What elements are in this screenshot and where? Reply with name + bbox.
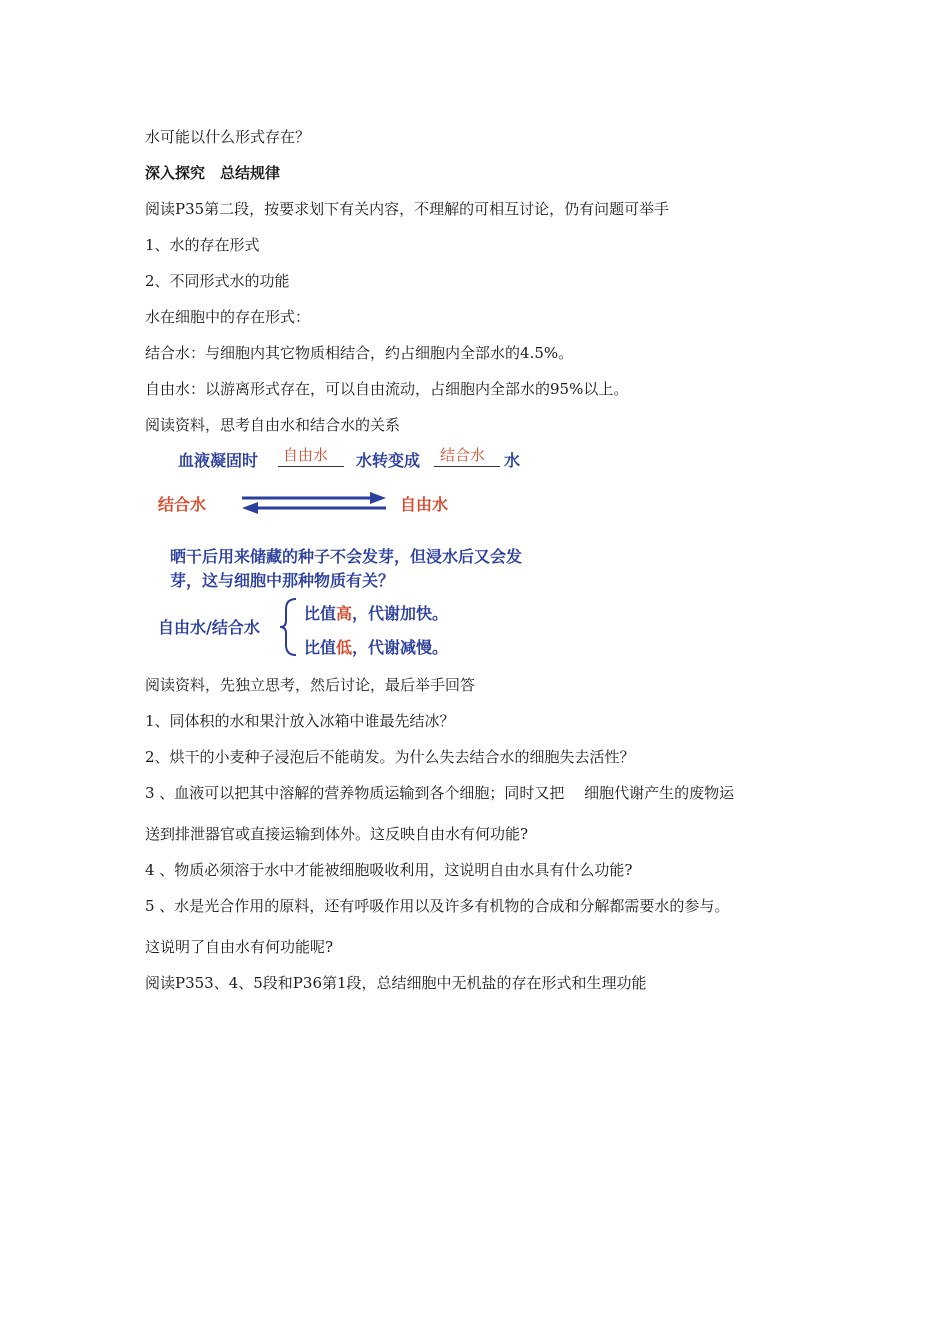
fig-text: 血液凝固时 [178, 451, 259, 470]
fill-blank-line [278, 466, 344, 467]
fig-text: 比值 [304, 604, 337, 623]
text-line: 自由水：以游离形式存在，可以自由流动，占细胞内全部水的95%以上。 [145, 380, 629, 398]
fig-question: 晒干后用来储藏的种子不会发芽，但浸水后又会发 [170, 547, 523, 566]
fig-label-free-water: 自由水 [400, 495, 449, 514]
fig-text: 高 [336, 604, 353, 623]
fig-text: 低 [336, 638, 353, 657]
reversible-arrow-icon [238, 490, 390, 516]
fig-ratio-label: 自由水/结合水 [158, 618, 260, 637]
fig-answer: 结合水 [440, 446, 486, 464]
text-line: 2、烘干的小麦种子浸泡后不能萌发。为什么失去结合水的细胞失去活性？ [145, 748, 635, 766]
fig-text: ，代谢加快。 [352, 604, 449, 623]
fig-high-ratio [304, 601, 448, 624]
fig-text: 比值 [304, 638, 337, 657]
text-line: 结合水：与细胞内其它物质相结合，约占细胞内全部水的4.5%。 [145, 344, 574, 362]
water-relationship-figure [150, 440, 600, 665]
fig-text: 水 [504, 451, 521, 470]
text-line: 阅读P35第二段，按要求划下有关内容，不理解的可相互讨论，仍有问题可举手 [145, 200, 670, 218]
text-line: 2、不同形式水的功能 [145, 272, 290, 290]
text-line: 1、同体积的水和果汁放入冰箱中谁最先结冰？ [145, 712, 455, 730]
text-line: 4 、物质必须溶于水中才能被细胞吸收利用，这说明自由水具有什么功能? [145, 861, 633, 879]
text-line: 阅读资料，先独立思考，然后讨论，最后举手回答 [145, 676, 476, 694]
fill-blank-line [434, 466, 500, 467]
text-line: 水在细胞中的存在形式： [145, 308, 311, 326]
text-line: 阅读P353、4、5段和P36第1段，总结细胞中无机盐的存在形式和生理功能 [145, 974, 647, 992]
fig-text: ，代谢减慢。 [352, 638, 449, 657]
fig-label-bound-water: 结合水 [158, 495, 207, 514]
text-line: 5 、水是光合作用的原料，还有呼吸作用以及许多有机物的合成和分解都需要水的参与。 [145, 897, 730, 915]
text-line: 送到排泄器官或直接运输到体外。这反映自由水有何功能? [145, 825, 529, 843]
fig-answer: 自由水 [283, 446, 329, 464]
fig-text: 水转变成 [356, 451, 421, 470]
section-heading: 深入探究 总结规律 [145, 164, 281, 182]
text-line: 阅读资料，思考自由水和结合水的关系 [145, 416, 401, 434]
text-line: 这说明了自由水有何功能呢? [145, 938, 334, 956]
fig-low-ratio [304, 635, 448, 658]
text-line: 水可能以什么形式存在？ [145, 128, 311, 146]
fig-question: 芽，这与细胞中那种物质有关？ [170, 571, 395, 590]
brace-icon [278, 595, 302, 659]
text-line: 1、水的存在形式 [145, 236, 260, 254]
text-line: 3 、血液可以把其中溶解的营养物质运输到各个细胞；同时又把 细胞代谢产生的废物运 [145, 784, 735, 802]
